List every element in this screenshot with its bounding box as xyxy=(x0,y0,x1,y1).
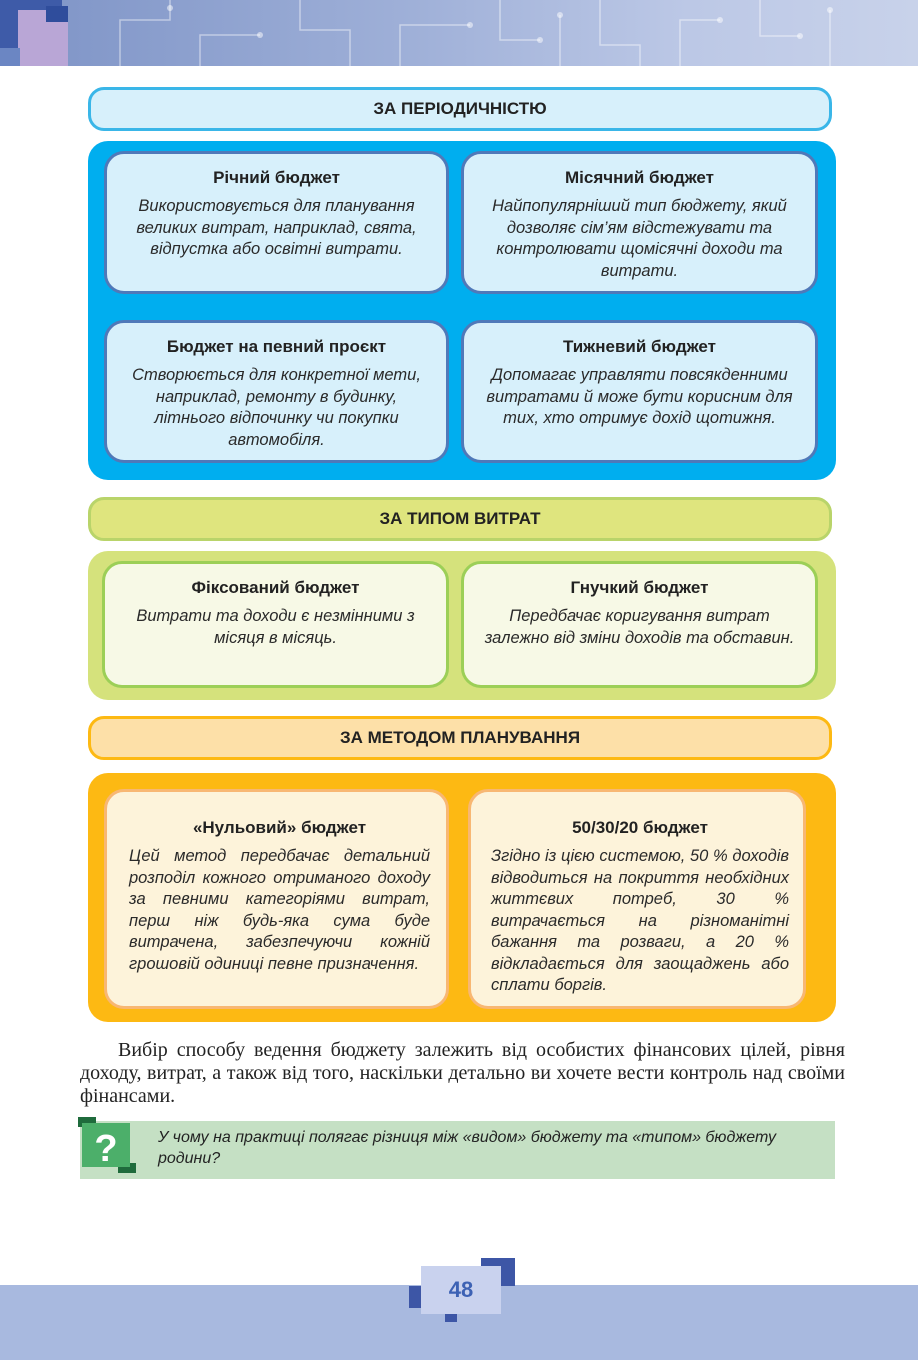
card-zero-based-budget xyxy=(104,789,449,1009)
card-annual-budget xyxy=(104,151,449,294)
card-title: 50/30/20 бюджет xyxy=(572,818,708,837)
card-text: Витрати та доходи є незмінними з місяця в місяць. xyxy=(136,607,415,647)
card-title: Фіксований бюджет xyxy=(191,578,360,597)
card-title: Місячний бюджет xyxy=(565,168,714,187)
question-icon xyxy=(78,1117,136,1173)
card-title: Річний бюджет xyxy=(213,168,340,187)
card-text: Найпопулярніший тип бюджету, який дозволяє сім’ям відстежувати та контролювати щомісячні доходи та витрати. xyxy=(492,197,787,280)
card-text: Допомагає управляти повсякденними витратами й може бути корисним для тих, хто отримує дохід щотижня. xyxy=(486,366,793,427)
card-flexible-budget xyxy=(461,561,818,688)
section-header-planning-method: ЗА МЕТОДОМ ПЛАНУВАННЯ xyxy=(88,716,832,760)
card-title: «Нульовий» бюджет xyxy=(192,818,367,837)
card-title: Гнучкий бюджет xyxy=(570,578,709,597)
card-monthly-budget xyxy=(461,151,818,294)
card-weekly-budget xyxy=(461,320,818,463)
card-text: Використовується для планування великих витрат, наприклад, свята, відпустка або освітні витрати. xyxy=(136,197,417,258)
card-text: Цей метод передбачає детальний розподіл кожного отриманого доходу за певними категоріями витрат, перш ніж будь-яка сума буде витрачена, забезпечуючи кожній грошовій одиниці певне призначення. xyxy=(129,847,430,973)
card-text: Згідно із цією системою, 50 % доходів відводиться на покриття необхідних життєвих потреб, 30 % витрачається на різноманітні бажання та розваги, а 20 % відкладається для заощаджень або сплати боргів. xyxy=(491,847,789,994)
circuit-decoration xyxy=(0,0,918,66)
section-header-expense-type: ЗА ТИПОМ ВИТРАТ xyxy=(88,497,832,541)
section-panel-planning-method xyxy=(88,773,836,1022)
section-panel-expense-type xyxy=(88,551,836,700)
section-panel-periodicity xyxy=(88,141,836,480)
page-number: 48 xyxy=(448,1277,474,1302)
section-header-periodicity: ЗА ПЕРІОДИЧНІСТЮ xyxy=(88,87,832,131)
card-text: Передбачає коригування витрат залежно від зміни доходів та обставин. xyxy=(484,607,795,647)
question-text: У чому на практиці полягає різниця між «видом» бюджету та «типом» бюджету родини? xyxy=(158,1129,776,1167)
card-project-budget xyxy=(104,320,449,463)
card-fixed-budget xyxy=(102,561,449,688)
top-header-strip xyxy=(0,0,918,66)
body-paragraph: Вибір способу ведення бюджету залежить від особистих фінансових цілей, рівня доходу, витрат, а також від того, наскільки детально ви хочете вести контроль над своїми фінансами. xyxy=(80,1039,845,1107)
card-50-30-20-budget xyxy=(468,789,806,1009)
card-title: Бюджет на певний проєкт xyxy=(166,337,387,356)
card-text: Створюється для конкретної мети, наприклад, ремонту в будинку, літнього відпочинку чи покупки автомобіля. xyxy=(132,366,421,449)
question-mark: ? xyxy=(94,1128,118,1170)
card-title: Тижневий бюджет xyxy=(562,337,716,356)
